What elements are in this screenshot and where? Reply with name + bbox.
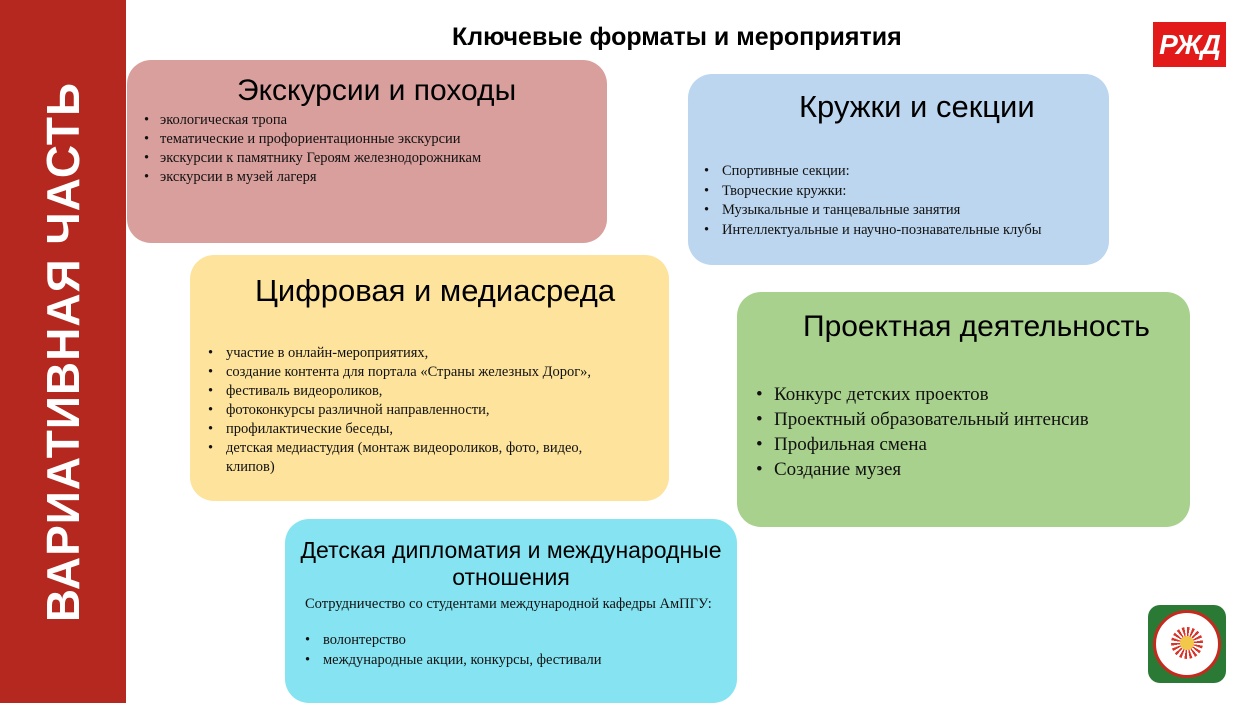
card-clubs [688,74,1109,265]
card-diplomacy-title: Детская дипломатия и международные отношения [300,537,722,590]
list-item: • Творческие кружки: [704,182,1041,202]
card-digital [190,255,669,501]
list-item: • Интеллектуальные и научно-познавательные клубы [704,221,1041,241]
list-item: • Создание музея [756,457,1089,482]
sidebar-title: ВАРИАТИВНАЯ ЧАСТЬ [37,81,89,623]
card-excursions-title: Экскурсии и походы [237,74,517,107]
card-clubs-list [704,162,1041,240]
card-digital-list [208,344,628,477]
list-item: • создание контента для портала «Страны железных Дорог», [208,363,628,382]
list-item: • фотоконкурсы различной направленности, [208,401,628,420]
list-item: • экскурсии в музей лагеря [142,168,481,187]
card-excursions-list [142,111,481,187]
card-excursions [127,60,607,243]
card-project-list [756,382,1089,482]
sidebar [0,0,126,703]
card-project-title: Проектная деятельность [803,310,1150,343]
card-diplomacy [285,519,737,703]
list-item: • Спортивные секции: [704,162,1041,182]
list-item: • Конкурс детских проектов [756,382,1089,407]
list-item: • волонтерство [305,630,602,650]
list-item: • тематические и профориентационные экскурсии [142,130,481,149]
card-diplomacy-intro: Сотрудничество со студентами международной кафедры АмПГУ: [305,596,712,612]
sun-core-icon [1180,636,1194,650]
rzd-logo: РЖД [1153,22,1226,67]
list-item: • детская медиастудия (монтаж видеороликов, фото, видео, клипов) [208,439,628,477]
list-item: • профилактические беседы, [208,420,628,439]
camp-emblem-logo [1148,605,1226,683]
page-title: Ключевые форматы и мероприятия [452,23,902,51]
emblem-ring [1153,610,1221,678]
list-item: • экскурсии к памятнику Героям железнодорожникам [142,149,481,168]
list-item: • экологическая тропа [142,111,481,130]
card-project [737,292,1190,527]
card-digital-title: Цифровая и медиасреда [255,273,616,308]
card-diplomacy-list [305,630,602,670]
list-item: • Проектный образовательный интенсив [756,407,1089,432]
card-clubs-title: Кружки и секции [799,89,1035,124]
list-item: • участие в онлайн-мероприятиях, [208,344,628,363]
list-item: • Профильная смена [756,432,1089,457]
list-item: • фестиваль видеороликов, [208,382,628,401]
list-item: • Музыкальные и танцевальные занятия [704,201,1041,221]
list-item: • международные акции, конкурсы, фестивали [305,650,602,670]
